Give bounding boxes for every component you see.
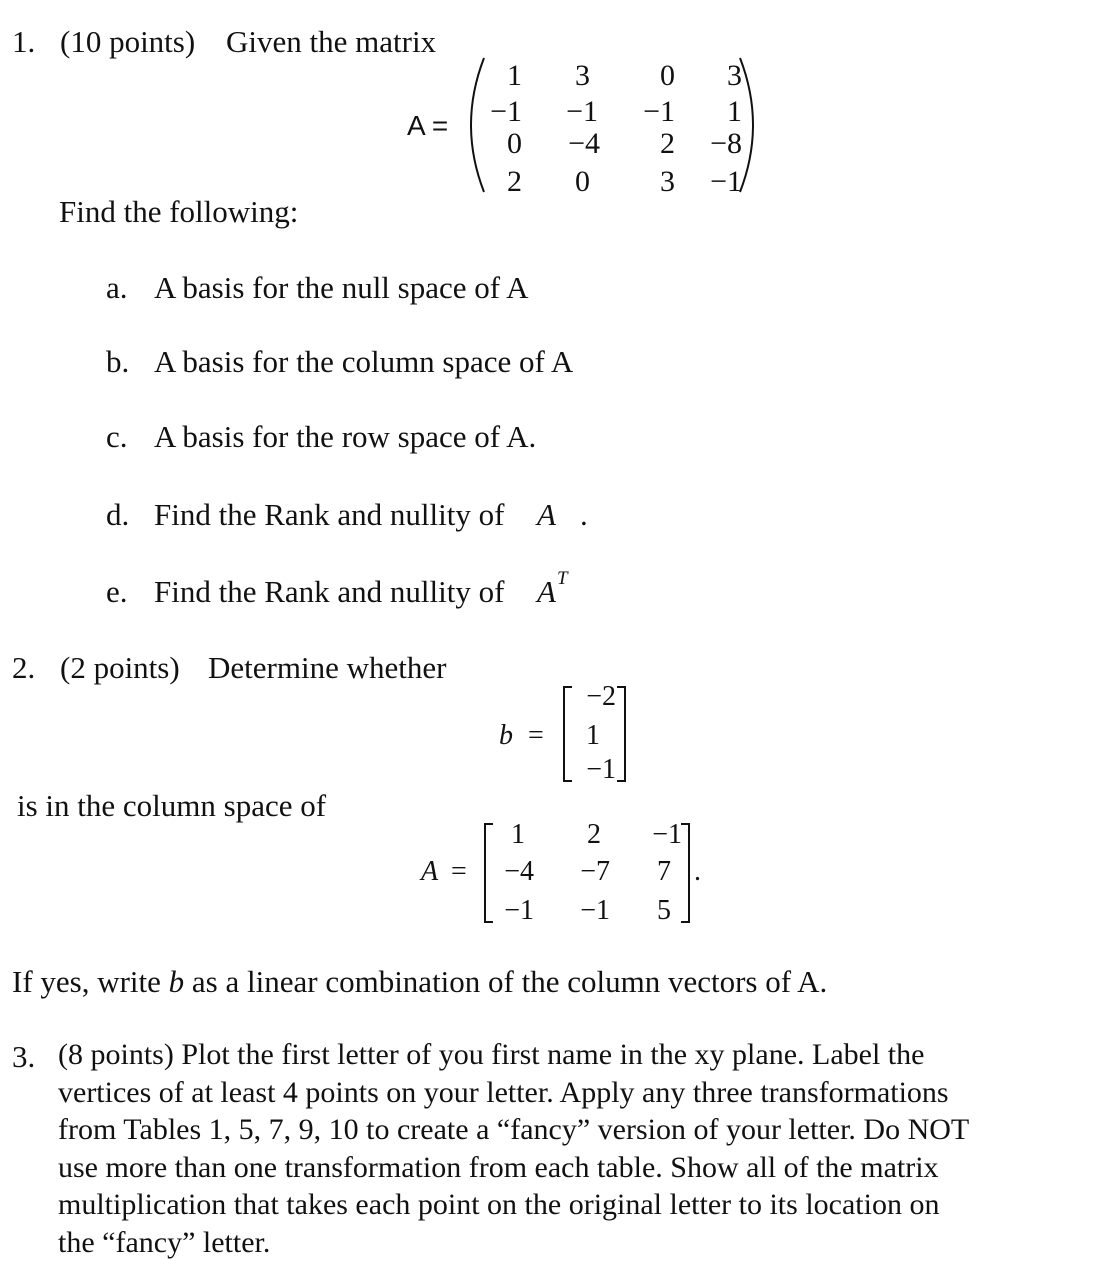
q1-matrix-cell: −4 bbox=[568, 127, 600, 160]
q1-item-letter: e. bbox=[106, 574, 128, 609]
q1-matrix-cell: −8 bbox=[710, 127, 742, 160]
q2-a-cell: −1 bbox=[504, 895, 534, 926]
q1-item-letter: b. bbox=[106, 344, 130, 379]
q1-matrix-cell: 0 bbox=[660, 59, 675, 92]
q2-a-right-bracket bbox=[681, 823, 690, 923]
q3-line: from Tables 1, 5, 7, 9, 10 to create a “fancy” version of your letter. Do NOT bbox=[58, 1113, 970, 1146]
q2-number: 2. bbox=[12, 650, 36, 685]
q2-prompt: Determine whether bbox=[208, 650, 447, 685]
q2-points: (2 points) bbox=[60, 650, 180, 685]
q1-item-text: Find the Rank and nullity of bbox=[154, 497, 505, 532]
q1-matrix-cell: 3 bbox=[727, 59, 742, 92]
q1-item-superscript: T bbox=[557, 568, 568, 589]
q1-item-math-var: A bbox=[537, 574, 556, 609]
q2-b-right-bracket bbox=[617, 686, 626, 782]
q2-a-variable: A bbox=[421, 856, 439, 887]
q1-item-letter: a. bbox=[106, 270, 128, 305]
q3-body bbox=[58, 1036, 1098, 1261]
q3-points: (8 points) bbox=[58, 1038, 174, 1071]
q2-a-equals: = bbox=[451, 856, 467, 887]
q2-b-equals: = bbox=[528, 720, 544, 751]
q1-matrix-lhs: A = bbox=[407, 110, 449, 141]
q2-a-cell: −1 bbox=[652, 819, 682, 850]
q1-item-text: A basis for the row space of A. bbox=[154, 419, 537, 454]
q1-item-letter: c. bbox=[106, 419, 128, 454]
q1-matrix-cell: 3 bbox=[575, 59, 590, 92]
q2-a-cell: −1 bbox=[580, 895, 610, 926]
q2-a-cell: −4 bbox=[504, 856, 534, 887]
q1-number: 1. bbox=[12, 24, 36, 59]
q3-line: the “fancy” letter. bbox=[58, 1225, 271, 1259]
q1-item-text: Find the Rank and nullity of bbox=[154, 574, 505, 609]
q3-line: Plot the first letter of you first name in the xy plane. Label the bbox=[181, 1038, 925, 1071]
q1-matrix-cell: −1 bbox=[643, 95, 675, 128]
q2-a-cell: 7 bbox=[657, 856, 671, 887]
q1-item-math-var: A bbox=[537, 497, 556, 532]
q1-matrix-cell: 1 bbox=[507, 59, 522, 92]
q3-number: 3. bbox=[12, 1039, 36, 1074]
q1-matrix-cell: 2 bbox=[660, 127, 675, 160]
q1-item-period: . bbox=[580, 497, 588, 532]
q2-b-left-bracket bbox=[563, 686, 572, 782]
q2-followup-line bbox=[12, 966, 827, 997]
q2-a-left-bracket bbox=[484, 823, 493, 923]
q1-item-text: A basis for the null space of A bbox=[154, 270, 529, 305]
q1-matrix-cell: 0 bbox=[575, 165, 590, 198]
q1-points: (10 points) bbox=[60, 24, 196, 59]
q1-matrix-cell: −1 bbox=[490, 95, 522, 128]
q2-followup-pre: If yes, write bbox=[12, 964, 161, 999]
q2-followup-post: as a linear combination of the column vectors of A. bbox=[191, 964, 828, 999]
q1-matrix-cell: −1 bbox=[566, 95, 598, 128]
q1-matrix-cell: 3 bbox=[660, 165, 675, 198]
q2-a-cell: 2 bbox=[587, 819, 601, 850]
q2-b-entry: −2 bbox=[586, 681, 616, 712]
q1-item-text: A basis for the column space of A bbox=[154, 344, 574, 379]
q2-b-entry: −1 bbox=[586, 754, 616, 785]
q2-followup-variable: b bbox=[168, 964, 185, 999]
q3-line: vertices of at least 4 points on your letter. Apply any three transformations bbox=[58, 1075, 949, 1109]
q2-a-cell: 5 bbox=[657, 895, 671, 926]
q1-matrix-cell: 2 bbox=[507, 165, 522, 198]
q1-find-heading: Find the following: bbox=[59, 194, 299, 229]
q1-item-letter: d. bbox=[106, 497, 130, 532]
q2-a-cell: −7 bbox=[580, 856, 610, 887]
q3-line: use more than one transformation from each table. Show all of the matrix bbox=[58, 1150, 939, 1184]
q2-b-variable: b bbox=[499, 720, 513, 751]
q2-a-cell: 1 bbox=[511, 819, 525, 850]
q1-matrix-cell: −1 bbox=[710, 165, 742, 198]
q1-matrix-cell: 0 bbox=[507, 127, 522, 160]
q1-matrix-cell: 1 bbox=[727, 95, 742, 128]
q1-prompt: Given the matrix bbox=[226, 24, 437, 59]
q1-left-paren bbox=[456, 56, 488, 194]
q2-a-period: . bbox=[694, 856, 701, 887]
q2-middle-text: is in the column space of bbox=[17, 788, 327, 823]
q2-b-entry: 1 bbox=[586, 720, 600, 751]
q3-line: multiplication that takes each point on the original letter to its location on bbox=[58, 1188, 940, 1221]
